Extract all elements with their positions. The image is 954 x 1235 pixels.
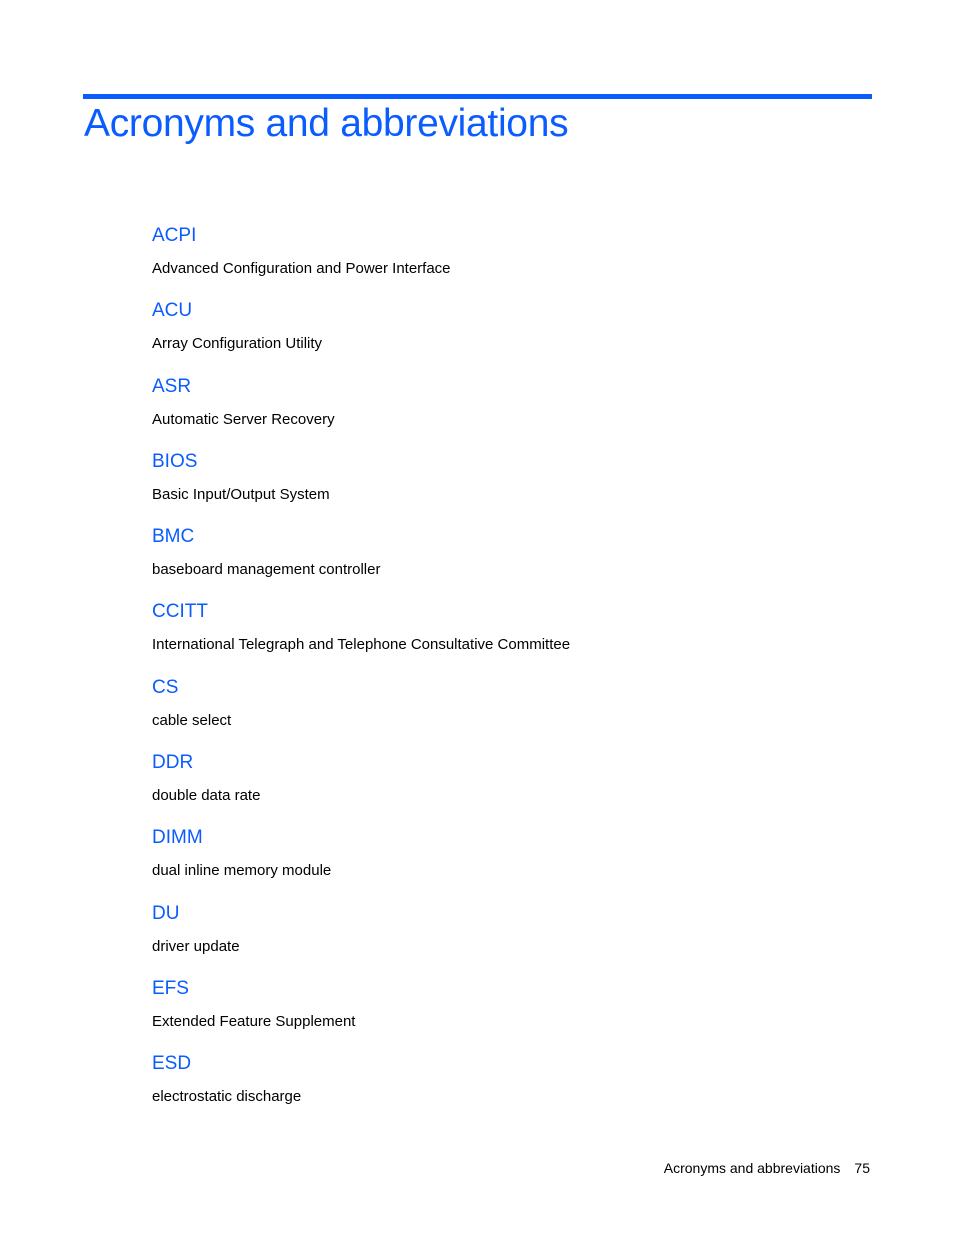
acronym-term: DDR bbox=[152, 752, 194, 774]
acronym-entry bbox=[152, 902, 852, 977]
acronym-definition: dual inline memory module bbox=[152, 862, 332, 880]
acronym-entry bbox=[152, 224, 852, 299]
acronym-definition: electrostatic discharge bbox=[152, 1088, 302, 1106]
acronym-term: CCITT bbox=[152, 601, 208, 623]
acronym-entry bbox=[152, 600, 852, 675]
acronym-term: ACPI bbox=[152, 225, 197, 246]
acronym-term: ASR bbox=[152, 375, 192, 397]
acronym-list bbox=[152, 224, 852, 1128]
acronym-term: CS bbox=[152, 676, 179, 698]
acronym-definition: Automatic Server Recovery bbox=[152, 410, 335, 428]
acronym-definition: Basic Input/Output System bbox=[152, 485, 330, 503]
acronym-term: DIMM bbox=[152, 827, 203, 849]
acronym-term: ACU bbox=[152, 300, 193, 322]
page-footer bbox=[664, 1158, 870, 1178]
acronym-entry bbox=[152, 375, 852, 450]
page-number: 75 bbox=[854, 1160, 870, 1176]
acronym-entry bbox=[152, 977, 852, 1052]
acronym-entry bbox=[152, 676, 852, 751]
acronym-definition: Advanced Configuration and Power Interface bbox=[152, 260, 451, 277]
acronym-definition: International Telegraph and Telephone Consultative Committee bbox=[152, 636, 571, 654]
acronym-definition: Array Configuration Utility bbox=[152, 335, 323, 353]
acronym-term: BMC bbox=[152, 526, 195, 548]
acronym-term: DU bbox=[152, 902, 180, 924]
acronym-term: BIOS bbox=[152, 450, 198, 472]
acronym-definition: Extended Feature Supplement bbox=[152, 1012, 356, 1030]
acronym-definition: driver update bbox=[152, 937, 240, 955]
acronym-definition: cable select bbox=[152, 711, 232, 729]
acronym-term: ESD bbox=[152, 1053, 192, 1075]
acronym-entry bbox=[152, 1052, 852, 1127]
acronym-definition: double data rate bbox=[152, 787, 261, 805]
footer-section-title: Acronyms and abbreviations bbox=[663, 1160, 841, 1176]
acronym-term: EFS bbox=[152, 977, 189, 999]
acronym-entry bbox=[152, 525, 852, 600]
acronym-entry bbox=[152, 826, 852, 901]
acronym-entry bbox=[152, 299, 852, 374]
title-rule bbox=[83, 94, 872, 99]
acronym-entry bbox=[152, 450, 852, 525]
acronym-definition: baseboard management controller bbox=[152, 561, 381, 579]
acronym-entry bbox=[152, 751, 852, 826]
page-title: Acronyms and abbreviations bbox=[84, 102, 569, 145]
